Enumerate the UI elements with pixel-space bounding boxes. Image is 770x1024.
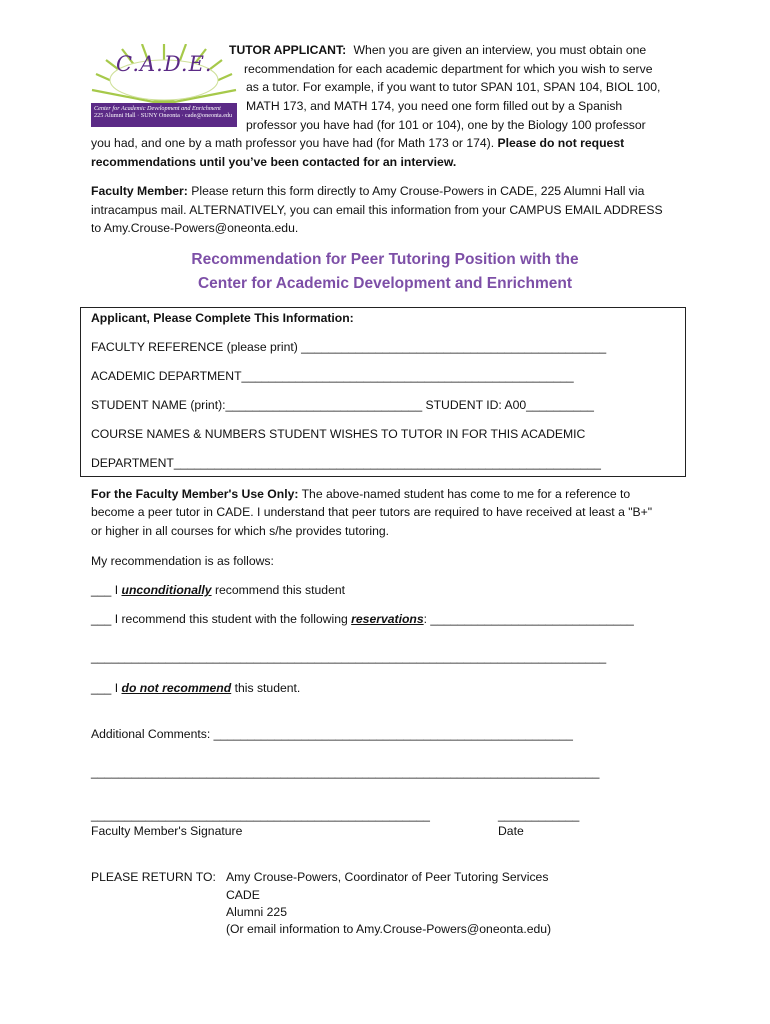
intro-line4: MATH 173, and MATH 174, you need one form filled out by a Spanish — [246, 99, 623, 113]
intro-text6: you had, and one by a math professor you have had (for Math 173 or 174). — [91, 136, 495, 150]
intro-label: TUTOR APPLICANT: — [229, 43, 347, 57]
return-line2: CADE — [226, 888, 260, 902]
page-title-line1: Recommendation for Peer Tutoring Position with the — [191, 251, 579, 268]
date-line[interactable]: ____________ — [498, 808, 580, 822]
faculty-reference-field[interactable]: FACULTY REFERENCE (please print) _____________________________________________ — [91, 340, 607, 354]
option2-emphasis: reservations — [351, 612, 424, 626]
faculty-note-line2: intracampus mail. ALTERNATIVELY, you can email this information from your CAMPUS EMAIL ADDRESS — [91, 203, 663, 217]
page-title-line2: Center for Academic Development and Enrichment — [197, 275, 573, 292]
option-do-not-recommend[interactable] — [91, 679, 300, 697]
faculty-note-line3: to Amy.Crouse-Powers@oneonta.edu. — [91, 221, 299, 235]
comments-line[interactable]: ___________________________________________________________________________ — [91, 765, 600, 779]
courses-label: COURSE NAMES & NUMBERS STUDENT WISHES TO TUTOR IN FOR THIS ACADEMIC — [91, 427, 586, 441]
recommendation-intro: My recommendation is as follows: — [91, 554, 274, 568]
signature-line[interactable]: __________________________________________________ — [91, 808, 430, 822]
academic-department-field[interactable]: ACADEMIC DEPARTMENT_________________________________________________ — [91, 369, 574, 383]
return-label: PLEASE RETURN TO: — [91, 870, 216, 884]
faculty-use-label: For the Faculty Member's Use Only: — [91, 487, 299, 501]
option3-blank: ___ I — [91, 681, 122, 695]
return-line3: Alumni 225 — [226, 905, 287, 919]
faculty-note-text1: Please return this form directly to Amy Crouse-Powers in CADE, 225 Alumni Hall via — [191, 184, 645, 198]
signature-label: Faculty Member's Signature — [91, 824, 243, 838]
student-name-id-field[interactable]: STUDENT NAME (print):_____________________________ STUDENT ID: A00__________ — [91, 398, 594, 412]
courses-department-field[interactable]: DEPARTMENT_______________________________________________________________ — [91, 456, 601, 470]
intro-line2: recommendation for each academic department for which you wish to serve — [244, 62, 653, 76]
option1-blank: ___ I — [91, 583, 122, 597]
intro-line7: recommendations until you’ve been contacted for an interview. — [91, 155, 457, 169]
option1-text: recommend this student — [211, 583, 346, 597]
cade-logo — [88, 44, 240, 128]
additional-comments-field[interactable]: Additional Comments: _____________________________________________________ — [91, 727, 573, 741]
date-label: Date — [498, 824, 524, 838]
option-reservations[interactable] — [91, 610, 634, 628]
faculty-use-line2: become a peer tutor in CADE. I understand that peer tutors are required to have received at least a "B+" — [91, 505, 653, 519]
return-line4: (Or email information to Amy.Crouse-Powers@oneonta.edu) — [226, 922, 552, 936]
faculty-note-label: Faculty Member: — [91, 184, 188, 198]
option1-emphasis: unconditionally — [121, 583, 212, 597]
intro-line5: professor you have had (for 101 or 104), one by the Biology 100 professor — [246, 118, 646, 132]
faculty-note-line1 — [91, 182, 644, 200]
intro-line1 — [229, 41, 646, 59]
applicant-heading: Applicant, Please Complete This Information: — [91, 311, 354, 325]
option2-text: : ______________________________ — [423, 612, 634, 626]
option-unconditional[interactable] — [91, 581, 345, 599]
logo-band-line1: Center for Academic Development and Enrichment — [94, 105, 221, 112]
reservations-line[interactable]: ____________________________________________________________________________ — [91, 650, 607, 664]
return-line1: Amy Crouse-Powers, Coordinator of Peer Tutoring Services — [226, 870, 549, 884]
intro-line3: as a tutor. For example, if you want to tutor SPAN 101, SPAN 104, BIOL 100, — [246, 80, 661, 94]
faculty-use-line3: or higher in all courses for which s/he provides tutoring. — [91, 524, 390, 538]
option2-blank: ___ I recommend this student with the following — [91, 612, 352, 626]
logo-band-line2: 225 Alumni Hall · SUNY Oneonta · cade@oneonta.edu — [94, 112, 233, 120]
logo-wordmark: C.A.D.E. — [116, 52, 213, 76]
intro-warning: Please do not request — [497, 136, 625, 150]
applicant-box — [80, 307, 686, 477]
faculty-use-text1: The above-named student has come to me for a reference to — [301, 487, 631, 501]
logo-band — [91, 103, 237, 127]
intro-line6 — [91, 134, 624, 152]
option3-emphasis: do not recommend — [121, 681, 232, 695]
intro-text1: When you are given an interview, you must obtain one — [353, 43, 647, 57]
option3-text: this student. — [231, 681, 301, 695]
faculty-use-line1 — [91, 485, 630, 503]
